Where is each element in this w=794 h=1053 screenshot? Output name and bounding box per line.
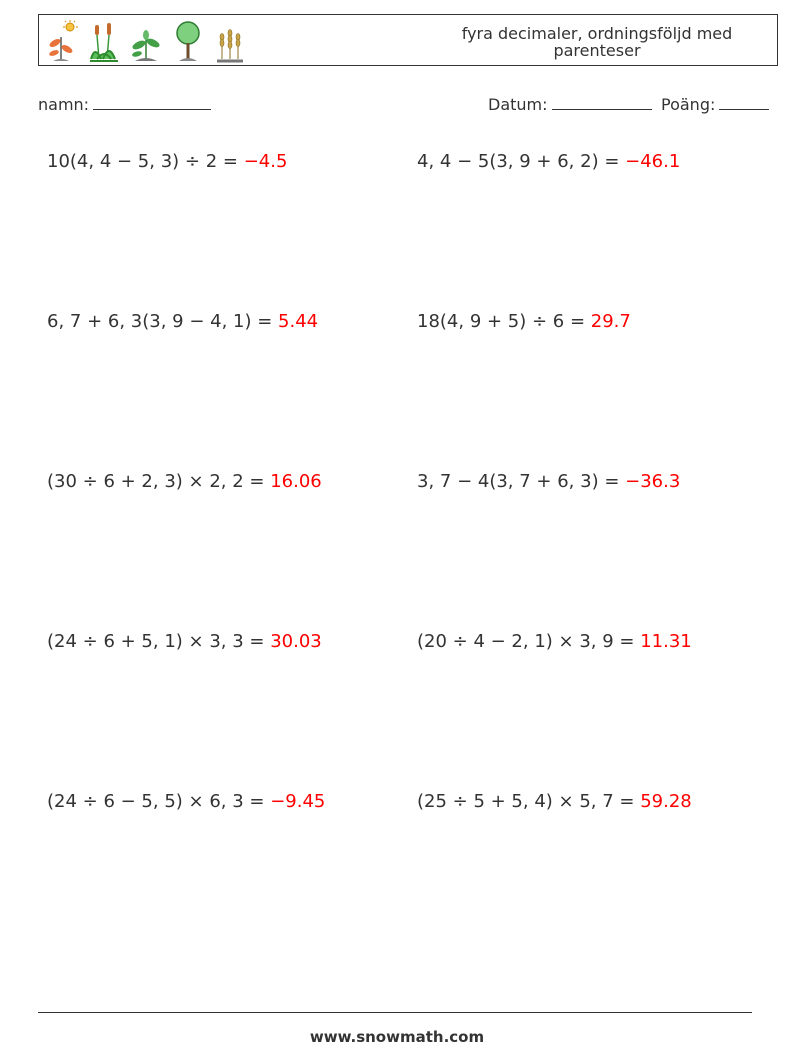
problem-10 <box>417 791 692 812</box>
score-label: Poäng: <box>661 95 716 114</box>
wheat-icon <box>213 19 247 63</box>
problem-1 <box>47 151 287 172</box>
answer: 16.06 <box>270 471 322 492</box>
answer: 30.03 <box>270 631 322 652</box>
expression: (24 ÷ 6 + 5, 1) × 3, 3 = <box>47 631 271 652</box>
expression: 6, 7 + 6, 3(3, 9 − 4, 1) = <box>47 311 279 332</box>
answer: −9.45 <box>270 791 326 812</box>
expression: (25 ÷ 5 + 5, 4) × 5, 7 = <box>417 791 641 812</box>
problem-8 <box>417 631 692 652</box>
answer: 11.31 <box>640 631 692 652</box>
answer: −46.1 <box>625 151 681 172</box>
name-blank[interactable] <box>93 94 211 110</box>
expression: 3, 7 − 4(3, 7 + 6, 3) = <box>417 471 626 492</box>
answer: −36.3 <box>625 471 681 492</box>
answer: 29.7 <box>590 311 631 332</box>
footer-divider <box>38 1012 752 1013</box>
expression: (24 ÷ 6 − 5, 5) × 6, 3 = <box>47 791 271 812</box>
header-icons <box>45 19 247 63</box>
flower-sun-icon <box>45 19 79 63</box>
seedling-icon <box>129 19 163 63</box>
worksheet-title: fyra decimaler, ordningsföljd med parenteser <box>461 24 733 60</box>
name-field <box>38 94 211 114</box>
expression: (30 ÷ 6 + 2, 3) × 2, 2 = <box>47 471 271 492</box>
expression: 10(4, 4 − 5, 3) ÷ 2 = <box>47 151 244 172</box>
answer: 5.44 <box>278 311 319 332</box>
problem-2 <box>417 151 680 172</box>
tree-icon <box>171 19 205 63</box>
score-blank[interactable] <box>719 94 769 110</box>
name-label: namn: <box>38 95 90 114</box>
problem-9 <box>47 791 325 812</box>
date-label: Datum: <box>488 95 548 114</box>
problem-6 <box>417 471 680 492</box>
answer: 59.28 <box>640 791 692 812</box>
expression: (20 ÷ 4 − 2, 1) × 3, 9 = <box>417 631 641 652</box>
expression: 4, 4 − 5(3, 9 + 6, 2) = <box>417 151 626 172</box>
date-field <box>488 94 652 114</box>
answer: −4.5 <box>243 151 288 172</box>
cattail-plant-icon <box>87 19 121 63</box>
problem-3 <box>47 311 318 332</box>
worksheet-header <box>38 14 778 66</box>
date-blank[interactable] <box>552 94 652 110</box>
problem-4 <box>417 311 631 332</box>
footer-url[interactable]: www.snowmath.com <box>309 1028 485 1046</box>
problem-5 <box>47 471 322 492</box>
score-field <box>661 94 769 114</box>
problem-7 <box>47 631 322 652</box>
expression: 18(4, 9 + 5) ÷ 6 = <box>417 311 591 332</box>
